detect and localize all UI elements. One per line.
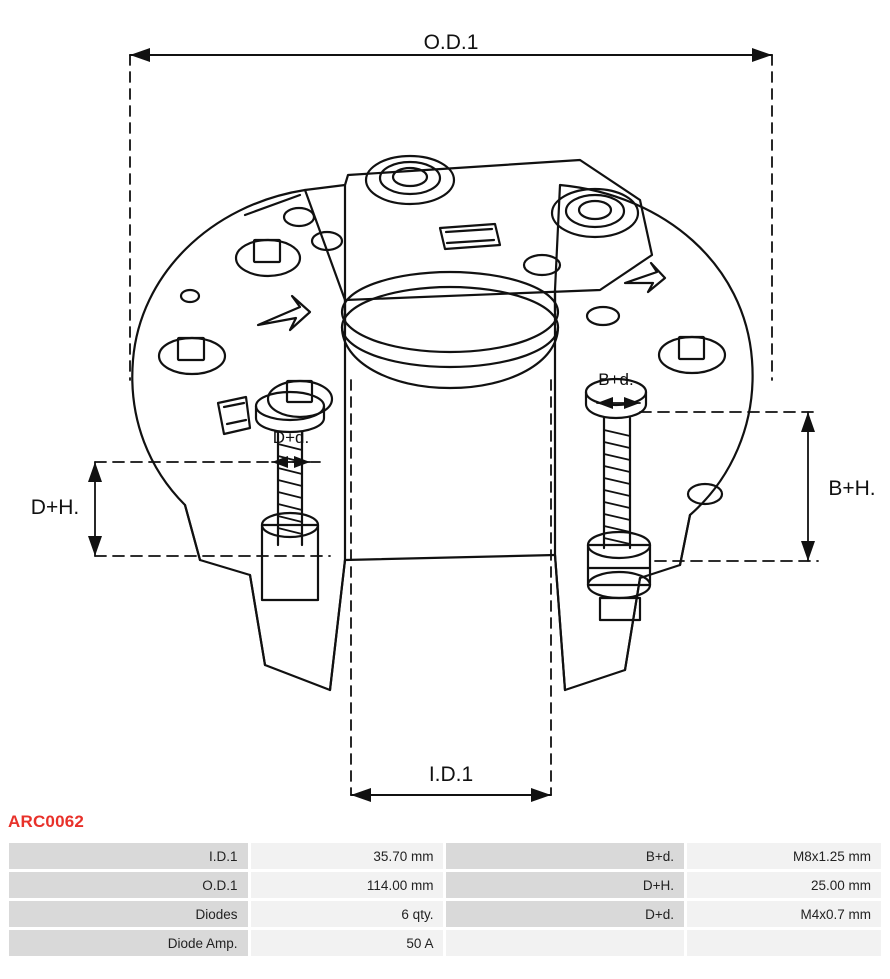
vent-slot-top	[440, 224, 500, 249]
dimension-od1	[130, 48, 772, 380]
dimension-label-od1: O.D.1	[423, 31, 479, 54]
spec-value: 35.70 mm	[251, 843, 444, 869]
engraved-arrow-right	[625, 263, 665, 292]
terminal-stud-b-plus	[586, 379, 650, 620]
dimension-id1	[351, 380, 551, 802]
spec-value: M8x1.25 mm	[687, 843, 881, 869]
spec-value: 50 A	[251, 930, 444, 956]
engraved-arrow-left	[258, 296, 310, 330]
diode-left-middle	[159, 338, 225, 374]
specifications-table	[6, 840, 884, 959]
small-holes	[181, 208, 722, 504]
part-code: ARC0062	[8, 812, 85, 831]
spec-value: M4x0.7 mm	[687, 901, 881, 927]
spec-value: 25.00 mm	[687, 872, 881, 898]
engraved-slot-left	[218, 397, 250, 434]
spec-label: Diodes	[9, 901, 248, 927]
dimension-label-bh: B+H.	[828, 477, 876, 500]
spec-label: Diode Amp.	[9, 930, 248, 956]
table-row	[9, 872, 881, 898]
dimension-label-id1: I.D.1	[428, 763, 474, 786]
mounting-boss-top-right	[552, 189, 638, 237]
dimension-label-bd: B+d.	[598, 370, 634, 389]
table-row	[9, 901, 881, 927]
spec-value: 6 qty.	[251, 901, 444, 927]
diode-left-upper	[236, 240, 300, 276]
dimension-label-dh: D+H.	[30, 496, 80, 519]
spec-value: 114.00 mm	[251, 872, 444, 898]
mounting-boss-top-left	[366, 156, 454, 204]
spec-label: O.D.1	[9, 872, 248, 898]
dimension-b-plus-d	[597, 397, 640, 409]
spec-label: I.D.1	[9, 843, 248, 869]
table-row	[9, 930, 881, 956]
table-row	[9, 843, 881, 869]
spec-label: D+d.	[446, 901, 684, 927]
spec-label: B+d.	[446, 843, 684, 869]
dimension-d-plus-h	[88, 462, 330, 556]
spec-empty-cell	[446, 930, 684, 956]
spec-label: D+H.	[446, 872, 684, 898]
dimension-label-dd: D+d.	[272, 428, 310, 447]
terminal-stud-d-plus	[256, 392, 324, 600]
diode-right-side	[659, 337, 725, 373]
dimension-b-plus-h	[640, 412, 818, 561]
spec-empty-cell	[687, 930, 881, 956]
